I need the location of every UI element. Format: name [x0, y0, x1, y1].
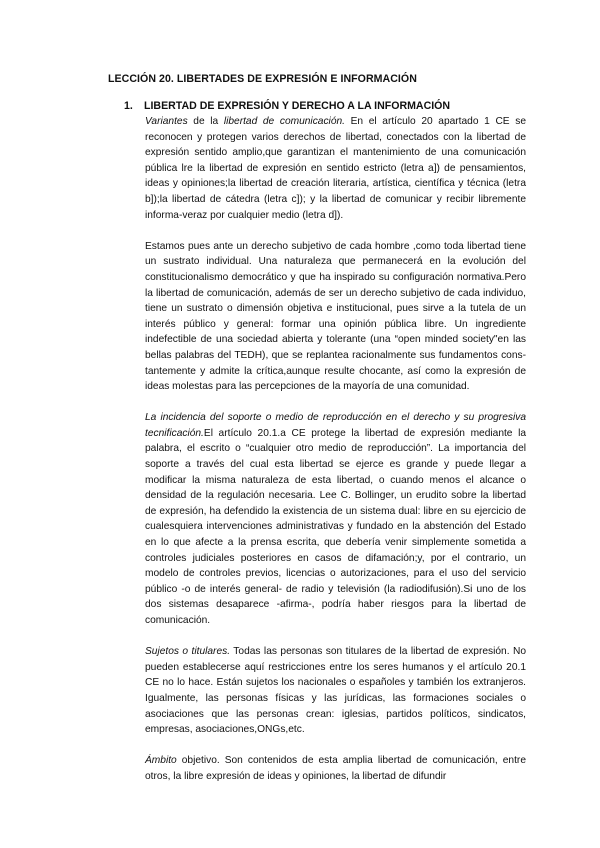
lesson-title: LECCIÓN 20. LIBERTADES DE EXPRESIÓN E INFORMACIÓN [108, 73, 417, 85]
paragraph-ambito [145, 753, 526, 784]
section-title: LIBERTAD DE EXPRESIÓN Y DERECHO A LA INFORMACIÓN [144, 100, 451, 112]
p4-italic-sujetos: Sujetos o titulares. [145, 646, 231, 658]
p2-text: Estamos pues ante un derecho subjetivo de cada hombre ,como toda libertad tiene un sustrato individual. Una naturaleza que permanecerá en la evolución del constitucionalismo democrático y que ha inspirado su configuración normativa.Pero la libertad de comunicación, además de ser un derecho subjetivo de cada individuo, tiene un sustrato o dimensión objetiva e institucional, pues sirve a la tutela de un interés público y general: formar una opinión pública libre. Un ingrediente indefectible de una sociedad abierta y tolerante (una “open minded society"en las bellas palabras del TEDH), que se replantea racionalmente sus fundamentos cons-tantemente y admite la crítica,aunque resulte chocante, así como la expresión de ideas molestas para las percepciones de la mayoría de una comunidad. [145, 240, 526, 393]
p5-italic-ambito: Ámbito [145, 755, 177, 767]
body-text [145, 114, 526, 800]
section-heading [124, 100, 450, 112]
paragraph-soporte [145, 410, 526, 628]
paragraph-sujetos [145, 644, 526, 738]
paragraph-variantes [145, 114, 526, 223]
p3-text: El artículo 20.1.a CE protege la libertad de expresión mediante la palabra, el escrito o “cualquier otro medio de reproducción”. La importancia del soporte a través del cual esta libertad se ejerce es grande y puede llegar a modificar la misma naturaleza de esta libertad, o cuando menos el alcance o densidad de la regulación necesaria. Lee C. Bollinger, un erudito sobre la libertad de expresión, ha defendido la existencia de un sistema dual: libre en su ejercicio de cualesquiera intervenciones administrativas y fundado en la abstención del Estado en lo que afecte a la prensa escrita, que debería venir simplemente sometida a controles judiciales posteriores en casos de difamación;y, por el contrario, un modelo de controles previos, licencias o autorizaciones, para el uso del servicio público -o de interés general- de radio y televisión (la radiodifusión).Si uno de los dos sistemas desaparece -afirma-, podría haber riesgos para la libertad de comunicación. [145, 427, 526, 626]
section-number: 1. [124, 100, 133, 112]
p3-italic-incidencia: La incidencia del soporte o medio de reproducción en el derecho y su progresiva tecnificación. [145, 412, 526, 439]
p1-italic-variantes: Variantes [145, 116, 188, 127]
p5-text: objetivo. Son contenidos de esta amplia libertad de comunicación, entre otros, la libre expresión de ideas y opiniones, la libertad de difundir [145, 755, 526, 782]
p1-italic-libertad: libertad de comunicación. [223, 116, 345, 127]
p4-text: Todas las personas son titulares de la libertad de expresión. No pueden establecerse aquí restricciones entre los seres humanos y el artículo 20.1 CE no lo hace. Están sujetos los nacionales o españoles y también los extranjeros. Igualmente, las personas físicas y las jurídicas, las formaciones sociales o asociaciones que las personas crean: iglesias, partidos políticos, sindicatos, empresas, asociaciones,ONGs,etc. [145, 646, 526, 736]
p1-text-a: de la [187, 116, 224, 127]
p1-text-b: En el artículo 20 apartado 1 CE se reconocen y protegen varios derechos de libertad, conectados con la libertad de expresión sentido amplio,que garantizan el mantenimiento de una comunicación pública lre la libertad de expresión en sentido estricto (letra a]) de pensamientos, ideas y opiniones;la libertad de creación literaria, artística, científica y técnica (letra b]);la libertad de cátedra (letra c]); y la libertad de comunicar y recibir libremente informa-veraz por cualquier medio (letra d]). [145, 116, 526, 221]
paragraph-derecho-subjetivo [145, 239, 526, 395]
